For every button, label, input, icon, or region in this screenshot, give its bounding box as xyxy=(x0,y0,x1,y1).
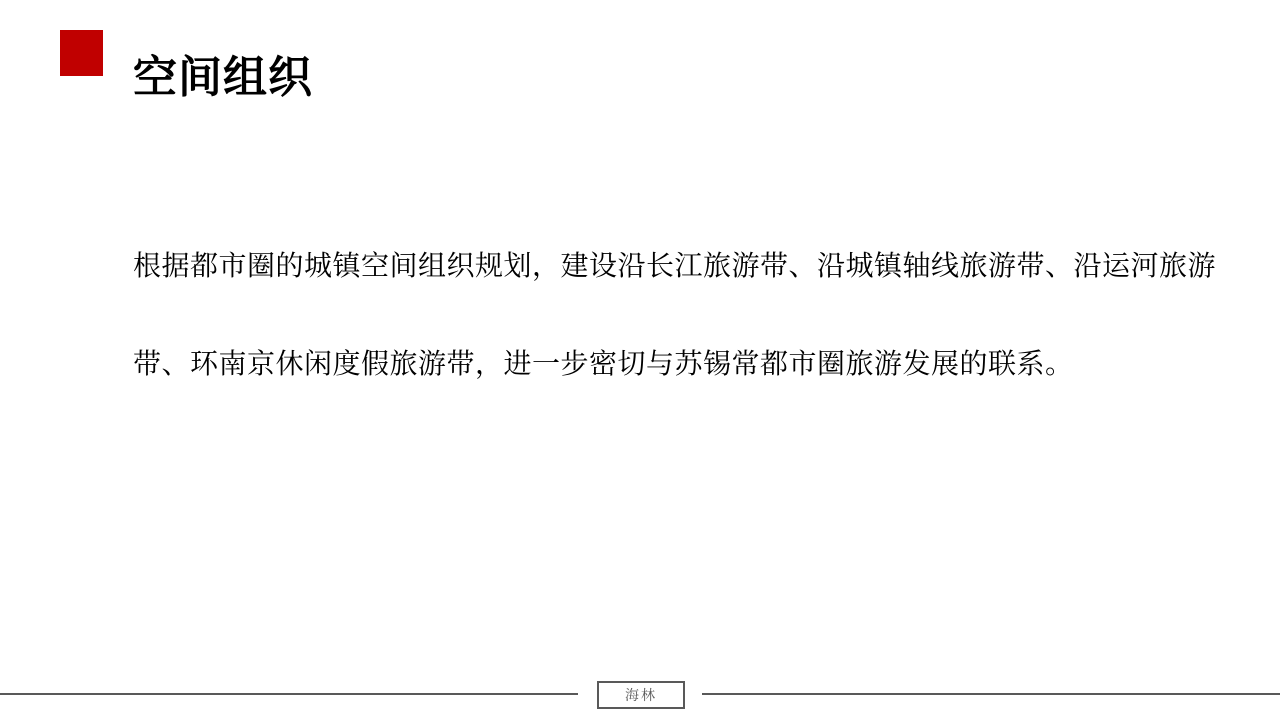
footer-logo-box xyxy=(597,681,685,709)
footer-logo-label: 海林 xyxy=(625,687,657,703)
footer-divider-left xyxy=(0,693,578,695)
slide-title: 空间组织 xyxy=(133,53,313,103)
title-accent-square-icon xyxy=(60,30,103,76)
body-text-line-2: 带、环南京休闲度假旅游带，进一步密切与苏锡常都市圈旅游发展的联系。 xyxy=(133,348,1074,379)
body-text-line-1: 根据都市圈的城镇空间组织规划，建设沿长江旅游带、沿城镇轴线旅游带、沿运河旅游 xyxy=(133,250,1217,281)
footer-divider-right xyxy=(702,693,1280,695)
